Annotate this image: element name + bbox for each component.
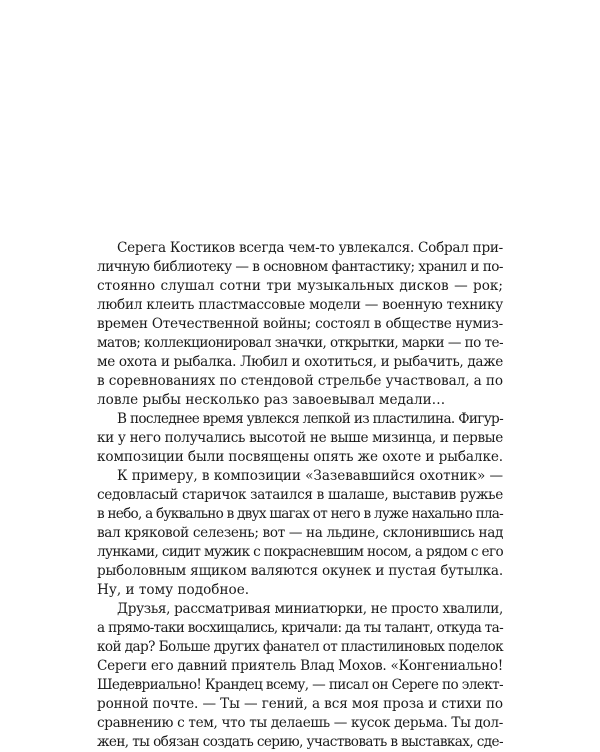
text-line: ме охота и рыбалка. Любил и охотиться, и рыбачить, даже [97,354,503,370]
text-line: Сереги его давний приятель Влад Мохов. «Конгениально! [97,658,504,674]
text-line: вал кряковой селезень; вот — на льдине, склонившись над [97,525,503,541]
text-line: К примеру, в композиции «Зазевавшийся охотник» — [117,468,504,484]
text-line: ронной почте. — Ты — гений, а вся моя проза и стихи по [97,696,503,712]
text-line: ки у него получались высотой не выше мизинца, и первые [97,430,504,446]
text-line: в соревнованиях по стендовой стрельбе участвовал, а по [97,373,503,389]
text-line: Ну, и тому подобное. [97,582,250,598]
text-line: композиции были посвящены опять же охоте и рыбалке. [97,449,503,465]
text-line: В последнее время увлекся лепкой из пластилина. Фигур- [117,411,504,427]
text-line: Друзья, рассматривая миниатюрки, не просто хвалили, [117,601,503,617]
text-line: жен, ты обязан создать серию, участвовать в выставках, сде- [97,734,503,750]
text-line: в небо, а буквально в двух шагах от него в луже нахально пла- [97,506,503,522]
text-line: времен Отечественной войны; состоял в обществе нумиз- [97,316,503,332]
text-line: стоянно слушал сотни три музыкальных дисков — рок; [97,278,503,294]
body-text [97,239,503,752]
text-line: а прямо-таки восхищались, кричали: да ты талант, откуда та- [97,620,503,636]
text-line: Серега Костиков всегда чем-то увлекался. Собрал при- [117,240,504,256]
text-line: лунками, сидит мужик с покрасневшим носом, а рядом с его [97,544,503,560]
text-line: матов; коллекционировал значки, открытки, марки — по те- [97,335,503,351]
text-line: Шедевриально! Крандец всему, — писал он Сереге по элект- [97,677,503,693]
text-line: сравнению с тем, что ты делаешь — кусок дерьма. Ты дол- [97,715,503,731]
text-line: любил клеить пластмассовые модели — военную технику [97,297,504,313]
text-line: рыболовным ящиком валяются окунек и пустая бутылка. [97,563,503,579]
text-line: личную библиотеку — в основном фантастику; хранил и по- [97,259,503,275]
text-line: ловле рыбы несколько раз завоевывал медали… [97,392,446,408]
text-line: седовласый старичок затаился в шалаше, выставив ружье [97,487,503,503]
text-line: кой дар? Больше других фанател от пластилиновых поделок [97,639,504,655]
